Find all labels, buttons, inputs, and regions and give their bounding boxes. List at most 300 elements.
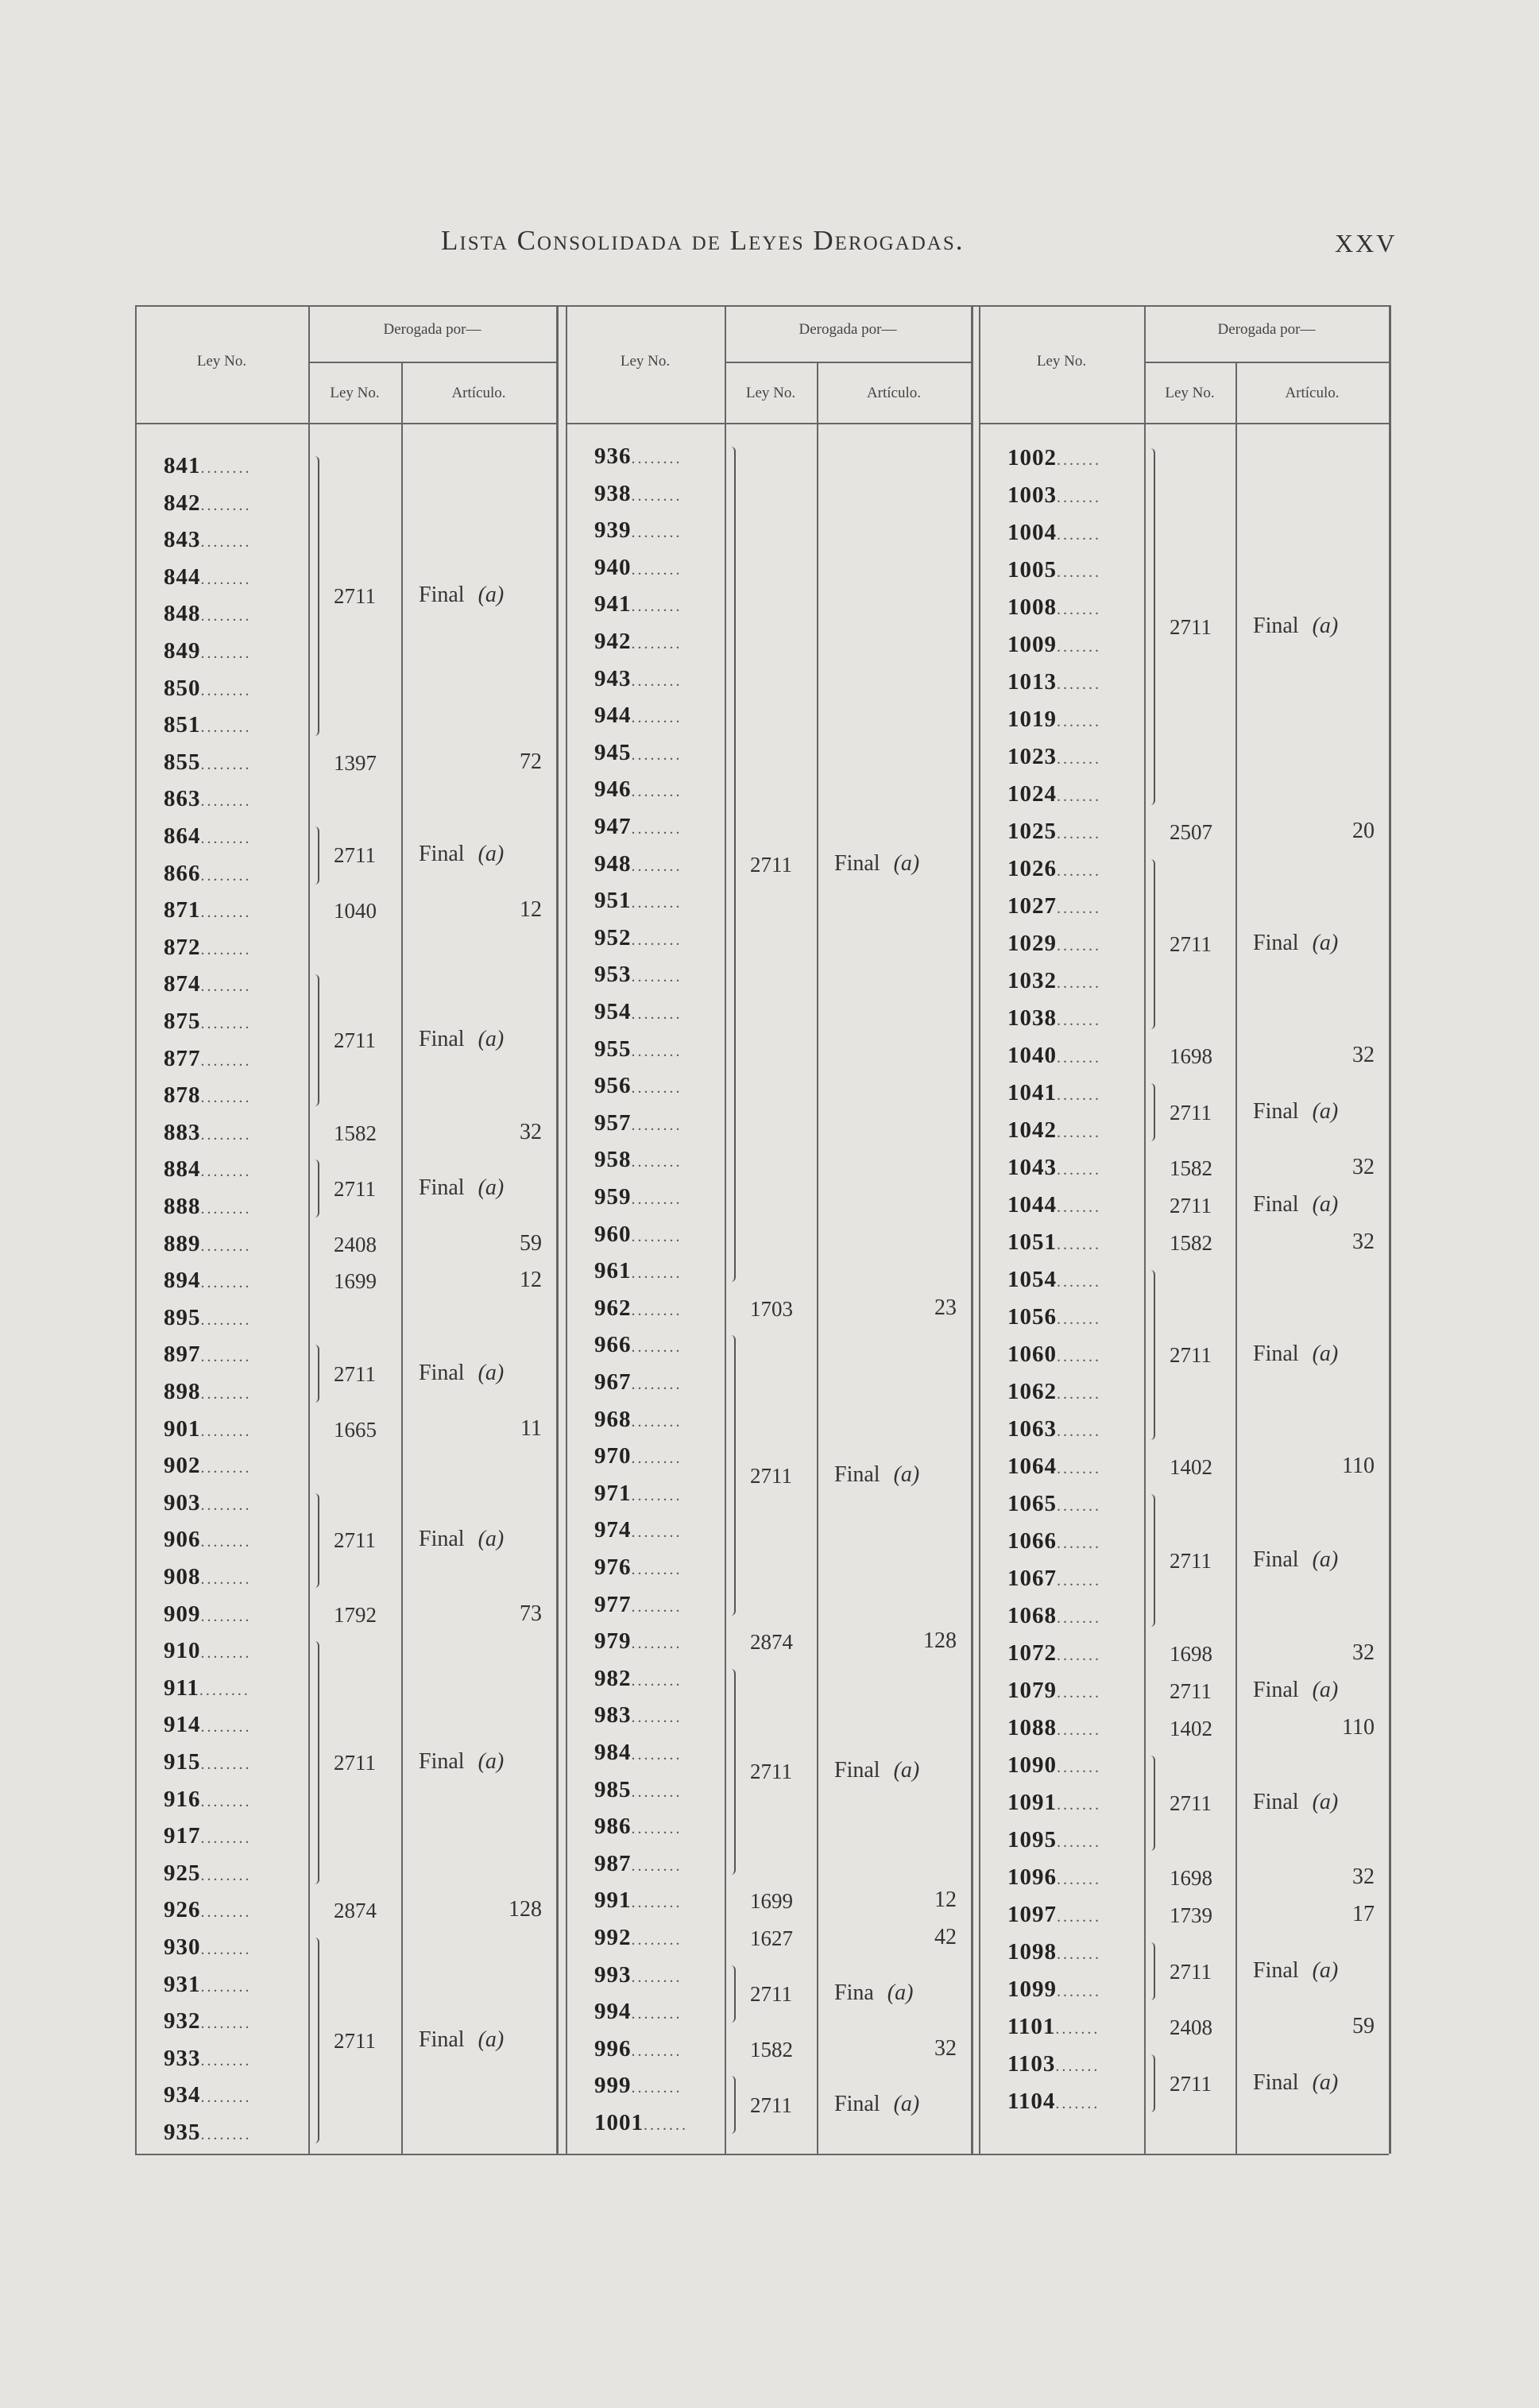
- block-left-rule: [135, 305, 137, 2154]
- law-number-text: 1029: [1007, 931, 1057, 956]
- article-text: 73: [520, 1601, 542, 1626]
- law-number: [594, 1740, 682, 1766]
- law-number-text: 961: [594, 1258, 632, 1284]
- article-value: [834, 1758, 919, 1783]
- law-number: [1007, 1304, 1101, 1330]
- footnote-marker: (a): [472, 1749, 505, 1774]
- group-brace: [728, 1965, 736, 2023]
- law-number: [594, 1887, 682, 1914]
- law-number: [1007, 1491, 1101, 1517]
- article-value: [923, 1628, 957, 1654]
- law-number-text: 911: [164, 1674, 199, 1701]
- repealing-law-number: 1402: [1170, 1717, 1212, 1740]
- article-text: 17: [1352, 1902, 1375, 1926]
- law-number-text: 848: [164, 601, 201, 627]
- leader-dots: .......: [1057, 526, 1101, 544]
- law-number-text: 916: [164, 1786, 201, 1812]
- leader-dots: ........: [631, 450, 682, 467]
- leader-dots: ........: [631, 598, 682, 616]
- law-number: [1007, 482, 1101, 509]
- article-value: [834, 1980, 913, 2006]
- article-text: Final: [1253, 1678, 1299, 1702]
- law-number: [1007, 669, 1101, 695]
- leader-dots: .......: [1057, 788, 1101, 805]
- group-brace: [728, 1335, 736, 1615]
- law-number-text: 917: [164, 1823, 201, 1849]
- law-number-text: 1068: [1007, 1603, 1057, 1628]
- group-brace: [311, 1345, 319, 1403]
- repealing-law-number: 1582: [334, 1121, 377, 1145]
- leader-dots: ........: [200, 645, 252, 662]
- leader-dots: ........: [631, 1338, 682, 1357]
- law-number-text: 903: [164, 1489, 201, 1516]
- law-number-text: 1032: [1007, 968, 1057, 993]
- article-value: [834, 851, 919, 877]
- article-text: Final: [419, 583, 465, 608]
- law-number: [1007, 781, 1101, 807]
- leader-dots: ........: [631, 2005, 682, 2023]
- leader-dots: ........: [200, 1977, 252, 1996]
- sub-divider-rule: [817, 362, 818, 2154]
- leader-dots: ........: [200, 1385, 252, 1403]
- leader-dots: ........: [631, 1597, 682, 1616]
- footnote-marker: (a): [881, 1980, 914, 2005]
- repealing-law-number: 1582: [1170, 1231, 1212, 1255]
- leader-dots: ........: [200, 978, 252, 996]
- law-number-text: 850: [164, 675, 201, 701]
- law-number-text: 1088: [1007, 1715, 1057, 1740]
- law-number: [1007, 445, 1101, 471]
- law-number: [164, 1749, 252, 1775]
- article-value: [1342, 1454, 1375, 1479]
- leader-dots: .......: [1057, 1012, 1101, 1029]
- law-number: [1007, 1939, 1101, 1965]
- law-number: [594, 1851, 682, 1877]
- law-number-text: 942: [594, 629, 632, 654]
- leader-dots: ........: [631, 1671, 682, 1690]
- leader-dots: ........: [200, 2089, 252, 2107]
- leader-dots: .......: [1057, 1049, 1101, 1067]
- group-brace: [1147, 1083, 1155, 1141]
- law-number: [1007, 1640, 1101, 1667]
- law-number-text: 1095: [1007, 1827, 1057, 1852]
- leader-dots: ........: [631, 709, 682, 727]
- law-number-text: 910: [164, 1638, 201, 1664]
- group-brace: [311, 827, 319, 885]
- law-number: [164, 2046, 252, 2072]
- footnote-marker: (a): [887, 2091, 920, 2116]
- law-number: [1007, 2014, 1100, 2040]
- law-number-text: 933: [164, 2045, 201, 2071]
- footnote-marker: (a): [1306, 1678, 1339, 1702]
- law-number: [594, 1592, 682, 1618]
- law-number-text: 1024: [1007, 781, 1057, 807]
- law-number: [1007, 707, 1101, 733]
- article-text: 110: [1342, 1454, 1375, 1478]
- law-number-text: 960: [594, 1221, 632, 1247]
- law-number: [594, 1777, 682, 1803]
- article-text: 42: [934, 1925, 957, 1949]
- law-number: [164, 638, 252, 664]
- law-number: [594, 1481, 682, 1507]
- law-number-text: 947: [594, 814, 632, 839]
- leader-dots: ........: [200, 607, 252, 625]
- group-brace: [1147, 1756, 1155, 1851]
- law-number-text: 1063: [1007, 1416, 1057, 1442]
- law-number: [1007, 1341, 1101, 1368]
- law-number-text: 976: [594, 1554, 632, 1580]
- law-number: [164, 1008, 252, 1035]
- law-number: [1007, 1454, 1101, 1480]
- article-text: Final: [1253, 1547, 1299, 1572]
- repealing-law-number: 1698: [1170, 1044, 1212, 1068]
- footnote-marker: (a): [1306, 1790, 1339, 1814]
- leader-dots: .......: [1057, 1161, 1101, 1179]
- article-value: [520, 1268, 542, 1293]
- law-number-text: 926: [164, 1897, 201, 1923]
- leader-dots: .......: [1057, 563, 1101, 581]
- law-number: [164, 2008, 252, 2034]
- leader-dots: ........: [200, 1941, 252, 1958]
- law-number-text: 935: [164, 2120, 201, 2145]
- law-number: [594, 1925, 682, 1951]
- law-number: [1007, 1902, 1101, 1928]
- leader-dots: .......: [1057, 1871, 1101, 1888]
- article-text: 32: [1352, 1043, 1375, 1067]
- law-number-text: 841: [164, 453, 201, 478]
- leader-dots: ........: [200, 2126, 252, 2143]
- leader-dots: ........: [200, 1607, 252, 1625]
- article-value: [520, 1120, 542, 1145]
- law-number: [594, 2110, 688, 2136]
- repealing-law-number: 2874: [750, 1630, 793, 1655]
- leader-dots: ........: [631, 894, 682, 912]
- law-number-text: 1079: [1007, 1678, 1057, 1703]
- leader-dots: ........: [631, 1116, 682, 1134]
- law-number-text: 909: [164, 1601, 201, 1627]
- leader-dots: ........: [200, 718, 252, 737]
- leader-dots: ........: [631, 1042, 682, 1060]
- law-number-text: 1051: [1007, 1229, 1057, 1255]
- law-number: [1007, 2089, 1100, 2115]
- law-number-text: 1001: [594, 2110, 644, 2135]
- repealing-law-number: 1699: [750, 1889, 793, 1914]
- law-number: [594, 1073, 682, 1099]
- law-number-text: 968: [594, 1406, 632, 1432]
- leader-dots: ........: [200, 1200, 252, 1218]
- law-number: [1007, 1827, 1101, 1853]
- leader-dots: ........: [200, 1829, 252, 1848]
- law-number: [594, 1110, 682, 1136]
- law-number-text: 931: [164, 1971, 201, 1997]
- law-number: [1007, 1603, 1101, 1629]
- law-number-text: 1026: [1007, 856, 1057, 881]
- sub-divider-rule: [401, 362, 403, 2154]
- article-value: [1352, 1155, 1375, 1180]
- law-number: [1007, 1566, 1101, 1592]
- law-number-text: 974: [594, 1517, 632, 1543]
- law-number: [164, 1934, 252, 1961]
- leader-dots: ........: [631, 672, 682, 690]
- leader-dots: .......: [1057, 451, 1101, 469]
- law-number: [164, 2082, 252, 2108]
- footnote-marker: (a): [1306, 1341, 1339, 1366]
- leader-dots: .......: [1057, 1908, 1101, 1926]
- law-number: [164, 1823, 252, 1849]
- law-number-text: 987: [594, 1850, 632, 1876]
- law-number: [594, 925, 682, 951]
- leader-dots: ........: [631, 857, 682, 875]
- law-number: [164, 1787, 252, 1813]
- footnote-marker: (a): [472, 2027, 505, 2052]
- leader-dots: ........: [631, 1412, 682, 1430]
- derogada-left-rule: [308, 305, 310, 2154]
- leader-dots: .......: [1057, 900, 1101, 917]
- article-text: 12: [520, 897, 542, 923]
- law-number: [1007, 931, 1101, 957]
- leader-dots: .......: [1057, 1535, 1101, 1552]
- repealing-law-number: 1040: [334, 899, 377, 923]
- law-number: [164, 1712, 252, 1738]
- group-brace: [311, 456, 319, 736]
- leader-dots: ........: [200, 1459, 252, 1477]
- law-number-text: 843: [164, 527, 201, 553]
- article-text: 12: [520, 1268, 542, 1293]
- leader-dots: ........: [200, 1089, 252, 1107]
- law-number-text: 872: [164, 934, 201, 960]
- article-text: 32: [1352, 1640, 1375, 1665]
- group-brace: [311, 1641, 319, 1884]
- law-number: [164, 861, 252, 887]
- article-value: [419, 583, 504, 608]
- law-number-text: 1054: [1007, 1267, 1057, 1292]
- repealing-law-number: 2711: [334, 2028, 376, 2053]
- leader-dots: ........: [631, 1820, 682, 1838]
- repealing-law-number: 1698: [1170, 1866, 1212, 1890]
- leader-dots: ........: [631, 1450, 682, 1468]
- law-number: [594, 776, 682, 803]
- law-number-text: 1009: [1007, 632, 1057, 657]
- law-number: [164, 453, 252, 479]
- header-sub-articulo: Artículo.: [866, 385, 922, 401]
- law-number-text: 897: [164, 1341, 201, 1368]
- footnote-marker: (a): [472, 1527, 505, 1552]
- law-number: [594, 999, 682, 1025]
- group-brace: [311, 1493, 319, 1588]
- law-number-text: 1019: [1007, 707, 1057, 732]
- law-number-text: 943: [594, 665, 632, 691]
- repealing-law-number: 1582: [1170, 1156, 1212, 1180]
- law-number-text: 1056: [1007, 1304, 1057, 1330]
- leader-dots: ........: [631, 1856, 682, 1875]
- law-number-text: 983: [594, 1702, 632, 1729]
- law-number-text: 1103: [1007, 2051, 1056, 2077]
- law-number: [594, 740, 682, 766]
- law-number-text: 849: [164, 638, 201, 664]
- repealing-law-number: 2711: [334, 1361, 376, 1386]
- leader-dots: ........: [200, 830, 252, 847]
- law-number: [164, 1638, 252, 1664]
- leader-dots: .......: [1057, 1460, 1101, 1477]
- header-ley-no: Ley No.: [196, 353, 247, 370]
- header-sub-articulo: Artículo.: [451, 385, 506, 401]
- article-text: 128: [923, 1628, 957, 1654]
- article-text: Fina: [834, 1980, 874, 2005]
- leader-dots: ........: [631, 1376, 682, 1393]
- law-number-text: 941: [594, 591, 632, 617]
- article-text: Final: [419, 1527, 465, 1552]
- law-number-text: 1072: [1007, 1640, 1057, 1666]
- repealing-law-number: 2711: [1170, 2071, 1212, 2096]
- article-text: Final: [419, 2027, 465, 2052]
- law-number: [164, 1305, 252, 1331]
- law-number: [164, 490, 252, 517]
- law-number: [164, 1453, 252, 1479]
- derogada-left-rule: [1144, 305, 1146, 2154]
- law-number: [164, 935, 252, 961]
- leader-dots: ........: [199, 1681, 250, 1699]
- article-value: [1352, 1640, 1375, 1666]
- law-number: [594, 1666, 682, 1692]
- leader-dots: .......: [1057, 1124, 1101, 1141]
- group-brace: [1147, 859, 1155, 1029]
- article-text: 72: [520, 749, 542, 774]
- law-number: [164, 1564, 252, 1590]
- law-number-text: 959: [594, 1184, 632, 1210]
- law-number: [1007, 1752, 1101, 1779]
- law-number: [594, 1554, 682, 1581]
- footnote-marker: (a): [472, 1175, 505, 1200]
- leader-dots: ........: [200, 2015, 252, 2033]
- leader-dots: ........: [631, 931, 682, 949]
- article-value: [1253, 1958, 1338, 1984]
- leader-dots: ........: [631, 1709, 682, 1727]
- leader-dots: ........: [631, 1746, 682, 1763]
- law-number: [594, 666, 682, 692]
- law-number-text: 1040: [1007, 1043, 1057, 1068]
- leader-dots: ........: [200, 755, 252, 773]
- repealing-law-number: 1397: [334, 750, 377, 775]
- law-number-text: 883: [164, 1119, 201, 1145]
- law-number: [164, 971, 252, 997]
- law-number: [594, 443, 682, 470]
- law-number-text: 908: [164, 1564, 201, 1589]
- law-number-text: 934: [164, 2082, 201, 2108]
- leader-dots: ........: [631, 1264, 682, 1283]
- footnote-marker: (a): [1306, 2069, 1339, 2095]
- law-number: [1007, 1117, 1101, 1144]
- leader-dots: ........: [631, 1486, 682, 1504]
- law-number-text: 985: [594, 1776, 632, 1802]
- law-number-text: 884: [164, 1156, 201, 1183]
- header-derogada-por: Derogada por—: [799, 321, 897, 338]
- law-number: [1007, 2051, 1100, 2077]
- law-number: [594, 1147, 682, 1173]
- law-number-text: 1091: [1007, 1790, 1057, 1815]
- leader-dots: .......: [1057, 638, 1101, 656]
- law-number-text: 1096: [1007, 1864, 1057, 1890]
- law-number: [1007, 1416, 1101, 1442]
- law-number: [594, 814, 682, 840]
- law-number-text: 1064: [1007, 1454, 1057, 1479]
- leader-dots: ........: [200, 533, 252, 552]
- law-number-text: 1008: [1007, 594, 1057, 620]
- leader-dots: .......: [1055, 2058, 1100, 2075]
- footnote-marker: (a): [887, 1461, 920, 1487]
- article-text: Final: [1253, 1192, 1299, 1217]
- law-number: [1007, 856, 1101, 882]
- repealing-law-number: 2507: [1170, 820, 1212, 844]
- law-number: [594, 517, 682, 544]
- leader-dots: ........: [631, 1783, 682, 1801]
- repealing-law-number: 2408: [334, 1232, 377, 1256]
- article-text: 32: [934, 2035, 957, 2061]
- law-number: [164, 564, 252, 590]
- law-number: [594, 1295, 682, 1322]
- repealing-law-number: 2711: [750, 1760, 792, 1784]
- law-number: [594, 703, 682, 729]
- leader-dots: ........: [200, 459, 252, 477]
- law-number-text: 936: [594, 443, 632, 469]
- law-number-text: 967: [594, 1369, 632, 1395]
- leader-dots: .......: [1057, 1198, 1101, 1216]
- repealing-law-number: 2711: [750, 1463, 792, 1488]
- law-number-text: 940: [594, 554, 632, 580]
- leader-dots: ........: [200, 866, 252, 885]
- article-text: Final: [419, 1749, 465, 1774]
- law-number: [594, 1962, 682, 1988]
- law-number: [594, 629, 682, 655]
- law-number: [594, 481, 682, 507]
- law-number: [1007, 1005, 1101, 1032]
- law-number: [164, 1416, 252, 1442]
- law-number: [1007, 819, 1101, 845]
- leader-dots: ........: [631, 486, 682, 505]
- law-number-text: 871: [164, 897, 201, 923]
- law-number-text: 1005: [1007, 557, 1057, 583]
- law-number: [594, 1517, 682, 1543]
- law-number: [1007, 893, 1101, 919]
- article-text: Final: [834, 850, 880, 876]
- header-derogada-por: Derogada por—: [383, 321, 481, 338]
- group-brace: [1147, 1494, 1155, 1627]
- footnote-marker: (a): [887, 850, 920, 876]
- header-bottom-rule: [135, 423, 556, 424]
- law-number-text: 1101: [1007, 2014, 1056, 2039]
- leader-dots: ........: [200, 1274, 252, 1292]
- header-bottom-rule: [979, 423, 1389, 424]
- header-derogada-por: Derogada por—: [1217, 321, 1316, 338]
- law-number-text: 986: [594, 1814, 632, 1840]
- law-number: [1007, 968, 1101, 994]
- leader-dots: ........: [631, 1523, 682, 1542]
- law-number-text: 1065: [1007, 1491, 1057, 1516]
- article-value: [934, 2036, 957, 2062]
- article-value: [1253, 1547, 1338, 1573]
- leader-dots: ........: [200, 1866, 252, 1884]
- leader-dots: ........: [631, 1635, 682, 1653]
- sub-divider-rule: [1235, 362, 1237, 2154]
- law-number-text: 966: [594, 1332, 632, 1358]
- law-number-text: 1090: [1007, 1752, 1057, 1778]
- leader-dots: ........: [200, 1496, 252, 1514]
- article-text: 32: [1352, 1155, 1375, 1179]
- leader-dots: ........: [631, 820, 682, 838]
- article-value: [1253, 1099, 1338, 1125]
- law-number-text: 930: [164, 1934, 201, 1960]
- leader-dots: ........: [200, 570, 252, 588]
- article-value: [934, 1925, 957, 1950]
